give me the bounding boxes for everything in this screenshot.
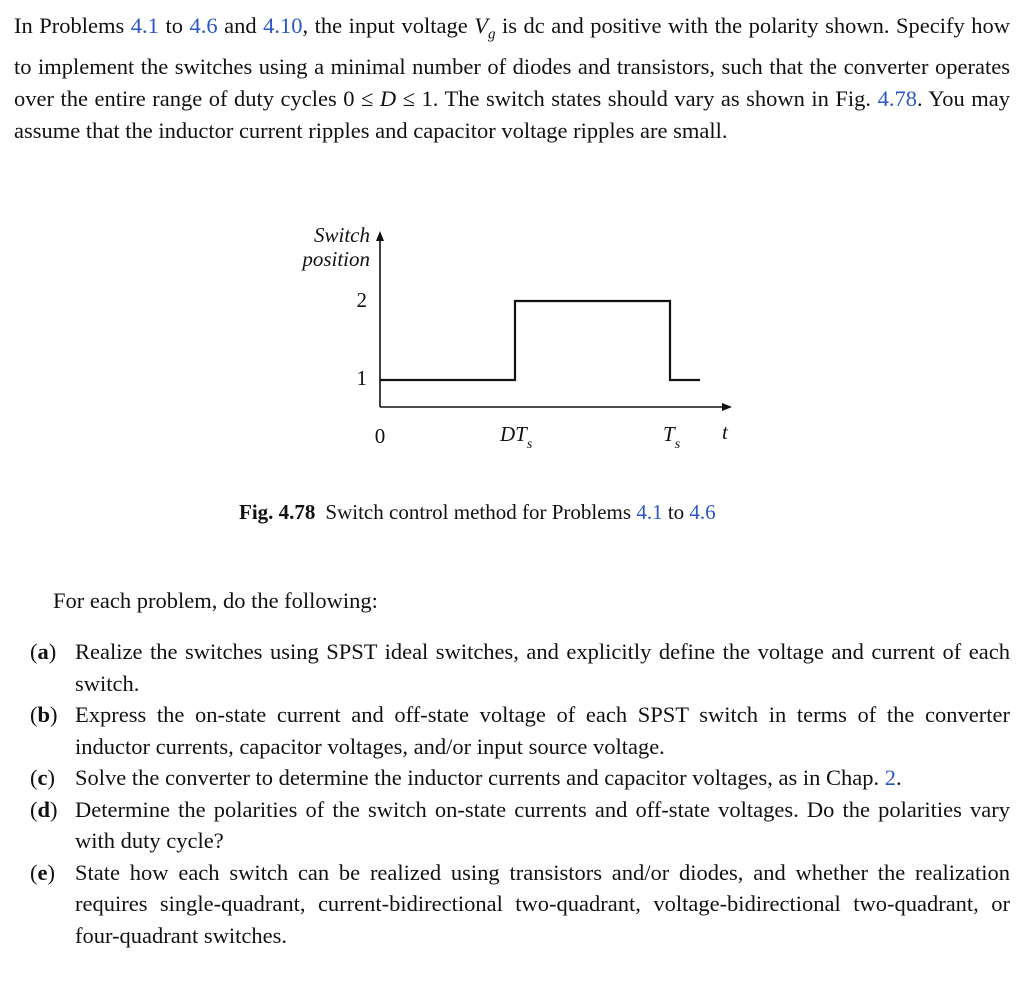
d-variable: D [379,85,397,111]
item-letter: b [37,702,51,727]
x-tick-dts-sub: s [526,437,533,452]
text-segment: and [217,13,264,38]
item-text: State how each switch can be realized using transistors and/or diodes, and whether the realization requires single-quadrant, current-bidirectional two-quadrant, voltage-bidirectional two-quadrant, or four-quadrant switches. [75,859,1010,948]
vg-subscript: g [487,26,496,43]
text-segment: . You may assume that the inductor current ripples and capacitor voltage ripples are small. [14,85,1011,143]
text-segment: is dc and positive with the polarity shown. Specify how to implement the switches using a minimal number of diodes and transistors, such that the converter operates over the entire range of duty cycles 0 ≤ [14,13,1010,111]
switch-waveform [380,301,700,380]
x-tick-dts-main: DT [500,422,527,446]
caption-ref-4-6[interactable]: 4.6 [689,500,716,524]
text-segment: ≤ 1. The switch states should vary as shown in Fig. [396,85,878,111]
list-item [30,794,1010,857]
instructions-intro: For each problem, do the following: [53,588,378,613]
x-tick-ts-main: T [663,422,675,446]
vg-variable [474,13,496,43]
switch-position-figure [270,215,750,465]
item-text: Determine the polarities of the switch on-state currents and off-state voltages. Do the polarities vary with duty cycle? [75,796,1010,853]
figure-caption [239,498,716,526]
item-label: (a) [30,639,57,664]
item-text: . [895,765,902,790]
list-item [30,762,1010,794]
x-tick-origin: 0 [374,424,386,448]
x-tick-ts [663,422,681,452]
item-label: (c) [30,765,55,790]
y-tick-2: 2 [356,288,367,312]
x-axis-label: t [722,420,728,444]
task-list [30,636,1010,951]
item-letter: c [37,765,48,790]
ref-problem-4-1[interactable]: 4.1 [130,13,159,38]
vg-main: V [474,13,488,38]
problem-statement [14,10,1010,147]
item-text: Express the on-state current and off-state voltage of each SPST switch in terms of the converter inductor currents, capacitor voltages, and/or input source voltage. [75,702,1010,759]
ref-problem-4-6[interactable]: 4.6 [189,13,218,38]
list-item [30,857,1010,952]
caption-text: Switch control method for Problems [325,500,637,524]
switch-position-chart [270,215,750,465]
item-label: (b) [30,702,58,727]
y-axis-label-line2: position [302,247,370,271]
item-letter: a [37,639,49,664]
text-segment: to [158,13,190,38]
list-item [30,699,1010,762]
ref-figure-4-78[interactable]: 4.78 [877,85,917,111]
item-text: Solve the converter to determine the inductor currents and capacitor voltages, as in Chap. [75,765,885,790]
ref-chapter-2[interactable]: 2 [884,765,896,790]
x-tick-dts [499,422,533,452]
list-item [30,636,1010,699]
y-axis-label-line1: Switch [314,223,370,247]
item-label: (e) [30,859,55,885]
caption-label: Fig. 4.78 [239,500,316,524]
item-letter: d [37,796,51,822]
ref-problem-4-10[interactable]: 4.10 [263,13,303,38]
text-segment: , the input voltage [302,13,475,38]
caption-text: to [662,500,690,524]
item-text: Realize the switches using SPST ideal switches, and explicitly define the voltage and current of each switch. [75,639,1010,696]
item-letter: e [37,859,48,885]
y-tick-1: 1 [356,366,367,390]
caption-ref-4-1[interactable]: 4.1 [636,500,663,524]
text-segment: In Problems [14,13,131,38]
x-tick-ts-sub: s [674,437,681,452]
item-label: (d) [30,796,58,822]
